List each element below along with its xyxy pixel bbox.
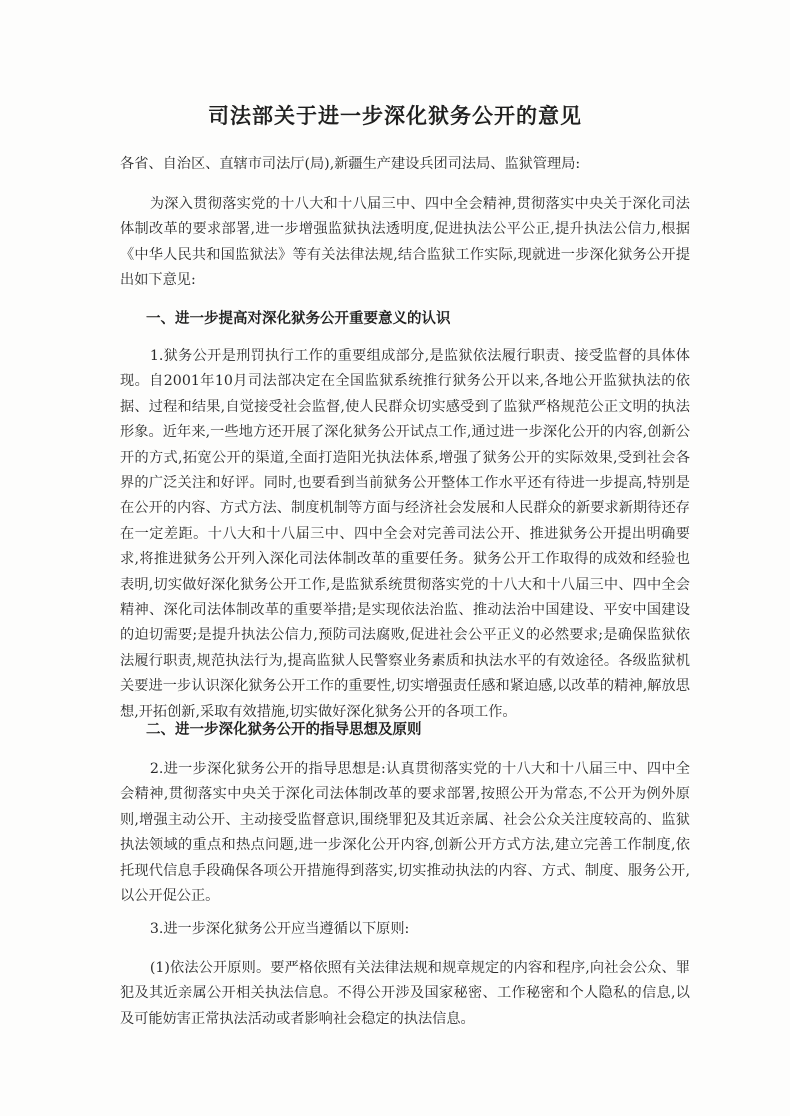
section-heading-2: 二、进一步深化狱务公开的指导思想及原则 (146, 721, 422, 738)
intro-paragraph: 为深入贯彻落实党的十八大和十八届三中、四中全会精神,贯彻落实中央关于深化司法体制改革的要求部署,进一步增强监狱执法透明度,促进执法公平公正,提升执法公信力,根据《中华人民共和国监狱法》等有关法律法规,结合监狱工作实际,现就进一步深化狱务公开提出如下意见: (120, 196, 690, 289)
section-heading-1: 一、进一步提高对深化狱务公开重要意义的认识 (146, 310, 451, 327)
document-title: 司法部关于进一步深化狱务公开的意见 (208, 103, 582, 128)
paragraph-2: 2.进一步深化狱务公开的指导思想是:认真贯彻落实党的十八大和十八届三中、四中全会精神,贯彻落实中央关于深化司法体制改革的要求部署,按照公开为常态,不公开为例外原则,增强主动公开、主动接受监督意识,围绕罪犯及其近亲属、社会公众关注度较高的、监狱执法领域的重点和热点问题,进一步深化公开内容,创新公开方式方法,建立完善工作制度,依托现代信息手段确保各项公开措施得到落实,切实推动执法的内容、方式、制度、服务公开,以公开促公正。 (120, 761, 690, 905)
paragraph-4: (1)依法公开原则。要严格依照有关法律法规和规章规定的内容和程序,向社会公众、罪犯及其近亲属公开相关执法信息。不得公开涉及国家秘密、工作秘密和个人隐私的信息,以及可能妨害正常执法活动或者影响社会稳定的执法信息。 (120, 960, 690, 1027)
addressee-line: 各省、自治区、直辖市司法厅(局),新疆生产建设兵团司法局、监狱管理局: (120, 156, 581, 172)
paragraph-1: 1.狱务公开是刑罚执行工作的重要组成部分,是监狱依法履行职责、接受监督的具体体现。自2001年10月司法部决定在全国监狱系统推行狱务公开以来,各地公开监狱执法的依据、过程和结果,自觉接受社会监督,使人民群众切实感受到了监狱严格规范公正文明的执法形象。近年来,一些地方还开展了深化狱务公开试点工作,通过进一步深化公开的内容,创新公开的方式,拓宽公开的渠道,全面打造阳光执法体系,增强了狱务公开的实际效果,受到社会各界的广泛关注和好评。同时,也要看到当前狱务公开整体工作水平还有待进一步提高,特别是在公开的内容、方式方法、制度机制等方面与经济社会发展和人民群众的新要求新期待还存在一定差距。十八大和十八届三中、四中全会对完善司法公开、推进狱务公开提出明确要求,将推进狱务公开列入深化司法体制改革的重要任务。狱务公开工作取得的成效和经验也表明,切实做好深化狱务公开工作,是监狱系统贯彻落实党的十八大和十八届三中、四中全会精神、深化司法体制改革的重要举措;是实现依法治监、推动法治中国建设、平安中国建设的迫切需要;是提升执法公信力,预防司法腐败,促进社会公平正义的必然要求;是确保监狱依法履行职责,规范执法行为,提高监狱人民警察业务素质和执法水平的有效途径。各级监狱机关要进一步认识深化狱务公开工作的重要性,切实增强责任感和紧迫感,以改革的精神,解放思想,开拓创新,采取有效措施,切实做好深化狱务公开的各项工作。 (120, 348, 690, 720)
paragraph-3: 3.进一步深化狱务公开应当遵循以下原则: (149, 921, 410, 937)
